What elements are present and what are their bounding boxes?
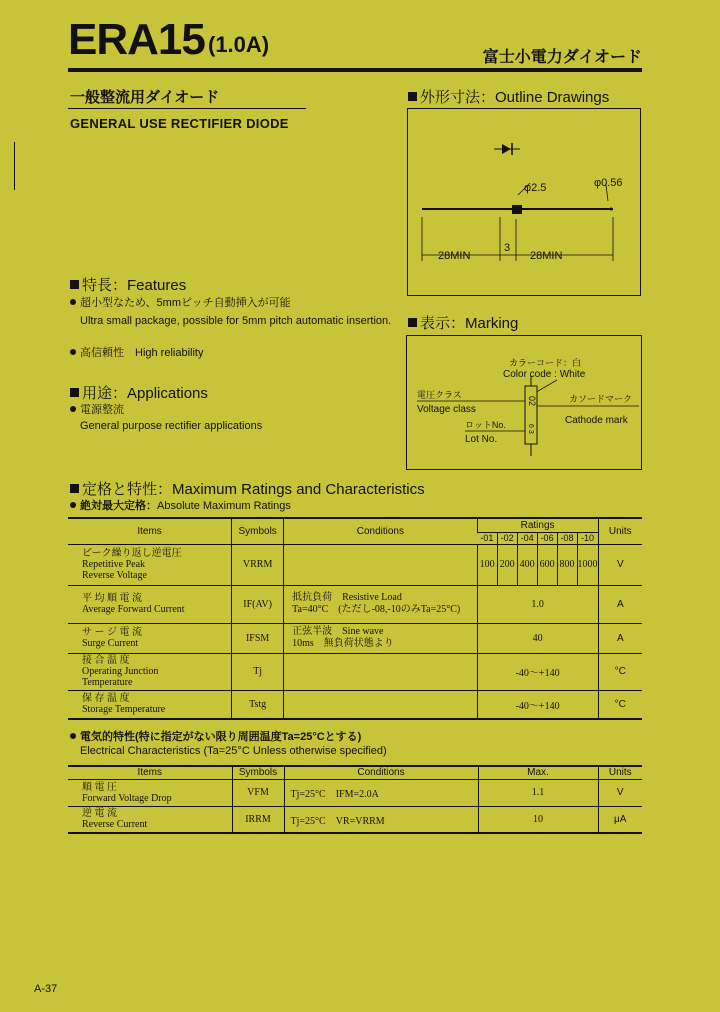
col-units: Units [598, 766, 642, 779]
condition-cell: Tj=25°C VR=VRRM [284, 806, 478, 833]
marking-drawing [407, 336, 641, 469]
symbol-cell: VRRM [232, 544, 284, 585]
ratings-heading [70, 478, 425, 499]
table-row [68, 585, 642, 623]
grade-04: -04 [517, 532, 537, 544]
item-cell [68, 690, 232, 719]
col-items: Items [68, 518, 232, 544]
bullet-icon [70, 502, 76, 508]
item-jp: 保 存 温 度 [82, 693, 130, 705]
value-cell: 100 [477, 544, 497, 585]
lead-diameter-label: φ0.56 [594, 177, 623, 189]
lot-number-jp: ロットNo. [465, 420, 506, 430]
max-ratings-table [68, 517, 642, 720]
en-subtitle: GENERAL USE RECTIFIER DIODE [70, 116, 289, 131]
item-en: Operating Junction [82, 666, 159, 677]
unit-cell: V [598, 544, 642, 585]
diode-body-drawing [422, 205, 613, 214]
grade-06: -06 [537, 532, 557, 544]
condition-cell [284, 544, 478, 585]
electrical-table [68, 765, 642, 834]
square-bullet-icon [408, 318, 417, 327]
feature-jp: 高信頼性 [80, 347, 124, 359]
marking-heading-jp: 表示： [420, 315, 466, 332]
voltage-class-en: Voltage class [417, 404, 476, 415]
symbol-cell: IFSM [232, 623, 284, 653]
feature-item [70, 346, 203, 361]
square-bullet-icon [70, 388, 79, 397]
lead-left-length-label: 28MIN [438, 250, 471, 262]
table-row [68, 806, 642, 833]
body-diameter-label: φ2.5 [524, 182, 547, 194]
color-code-en: Color code : White [503, 369, 586, 380]
condition-cell [284, 690, 478, 719]
condition-cell [284, 585, 478, 623]
value-cell: 40 [477, 623, 598, 653]
condition-line: Ta=40°C (ただし-08,-10のみTa=25°C) [292, 604, 461, 615]
condition-line: 抵抗負荷 Resistive Load [292, 592, 402, 603]
item-en: Average Forward Current [82, 604, 185, 615]
item-jp: 接 合 温 度 [82, 655, 130, 666]
bullet-icon [70, 733, 76, 739]
product-category: 富士小電力ダイオード [482, 49, 642, 66]
table-row [68, 623, 642, 653]
item-en: Reverse Voltage [82, 570, 147, 581]
item-cell [68, 653, 232, 690]
feature-en: High reliability [135, 347, 204, 359]
value-cell: 1000 [577, 544, 598, 585]
outline-heading-en: Outline Drawings [495, 89, 610, 106]
electrical-heading-en: Electrical Characteristics (Ta=25°C Unless otherwise specified) [80, 745, 387, 757]
applications-heading-jp: 用途： [82, 385, 128, 402]
feature-jp: 超小型なため、5mmピッチ自動挿入が可能 [80, 297, 291, 309]
table-row [68, 544, 642, 585]
ratings-heading-jp: 定格と特性： [82, 481, 173, 498]
cathode-mark-jp: カソードマーク [569, 394, 633, 404]
outline-heading [408, 86, 609, 107]
symbol-cell: VFM [232, 779, 284, 806]
unit-cell: A [598, 585, 642, 623]
bullet-icon [70, 406, 76, 412]
applications-heading [70, 382, 208, 403]
electrical-heading-jp-text: 電気的特性(特に指定がない限り周囲温度Ta=25°Cとする) [80, 731, 362, 743]
condition-cell [284, 623, 478, 653]
condition-cell: Tj=25°C IFM=2.0A [284, 779, 478, 806]
bullet-icon [70, 349, 76, 355]
col-conditions: Conditions [284, 766, 478, 779]
condition-line: 正弦半波 Sine wave [292, 626, 384, 637]
square-bullet-icon [408, 92, 417, 101]
application-en: General purpose rectifier applications [80, 420, 263, 432]
ratings-heading-en: Maximum Ratings and Characteristics [172, 481, 425, 498]
col-symbols: Symbols [232, 518, 284, 544]
diode-symbol-icon [494, 143, 520, 155]
model-number: ERA15 [68, 15, 205, 64]
item-cell [68, 544, 232, 585]
current-rating: (1.0A) [208, 32, 270, 57]
marking-heading-en: Marking [465, 315, 519, 332]
jp-subtitle: 一般整流用ダイオード [70, 89, 220, 106]
value-cell: 800 [557, 544, 577, 585]
absolute-ratings-en: Absolute Maximum Ratings [157, 500, 291, 512]
page-number: A-37 [34, 983, 58, 995]
col-max: Max. [478, 766, 598, 779]
item-jp: サ ー ジ 電 流 [82, 627, 142, 638]
features-heading-jp: 特長： [82, 277, 128, 294]
item-jp: ピーク繰り返し逆電圧 [82, 548, 182, 559]
item-cell [68, 806, 232, 833]
symbol-cell: Tj [232, 653, 284, 690]
item-en: Reverse Current [82, 819, 148, 831]
item-cell [68, 779, 232, 806]
value-cell: -40～+140 [477, 690, 598, 719]
color-code-jp: カラーコード：白 [509, 358, 582, 368]
application-item [70, 403, 124, 418]
max-cell: 1.1 [478, 779, 598, 806]
col-items: Items [68, 766, 232, 779]
grade-08: -08 [557, 532, 577, 544]
col-symbols: Symbols [232, 766, 284, 779]
voltage-code-mark: 02 [527, 396, 537, 407]
item-cell [68, 585, 232, 623]
grade-01: -01 [477, 532, 497, 544]
features-heading [70, 274, 186, 295]
condition-line: 10ms 無負荷状態より [292, 638, 394, 649]
outline-drawing [408, 109, 640, 295]
value-cell: 200 [497, 544, 517, 585]
symbol-cell: Tstg [232, 690, 284, 719]
max-cell: 10 [478, 806, 598, 833]
outline-heading-jp: 外形寸法： [420, 89, 496, 106]
value-cell: 600 [537, 544, 557, 585]
body-length-label: 3 [504, 242, 511, 254]
marking-drawing-box [406, 335, 642, 470]
absolute-ratings-subheading [70, 499, 291, 514]
table-row [68, 779, 642, 806]
table-row [68, 690, 642, 719]
item-en: Temperature [82, 677, 133, 688]
square-bullet-icon [70, 484, 79, 493]
item-en: Surge Current [82, 638, 139, 649]
symbol-cell: IF(AV) [232, 585, 284, 623]
unit-cell: μA [598, 806, 642, 833]
col-ratings: Ratings [477, 518, 598, 532]
header-rule [68, 68, 642, 72]
unit-cell: °C [598, 653, 642, 690]
unit-cell: °C [598, 690, 642, 719]
grade-10: -10 [577, 532, 598, 544]
applications-heading-en: Applications [127, 385, 208, 402]
voltage-class-jp: 電圧クラス [417, 390, 462, 400]
item-cell [68, 623, 232, 653]
item-jp: 逆 電 流 [82, 808, 117, 820]
lot-number-en: Lot No. [465, 434, 498, 445]
condition-cell [284, 653, 478, 690]
feature-en: Ultra small package, possible for 5mm pitch automatic insertion. [80, 315, 392, 327]
features-heading-en: Features [127, 277, 187, 294]
table-row [68, 653, 642, 690]
value-cell: 1.0 [477, 585, 598, 623]
cathode-mark-en: Cathode mark [565, 415, 628, 426]
item-en: Repetitive Peak [82, 559, 146, 570]
lot-code-mark: 6 3 [527, 424, 534, 434]
symbol-cell: IRRM [232, 806, 284, 833]
value-cell: -40～+140 [477, 653, 598, 690]
bullet-icon [70, 299, 76, 305]
grade-02: -02 [497, 532, 517, 544]
outline-drawing-box [407, 108, 641, 296]
margin-mark [14, 142, 15, 190]
electrical-heading-jp [70, 730, 361, 745]
item-en: Forward Voltage Drop [82, 792, 172, 804]
item-jp: 平 均 順 電 流 [82, 593, 142, 604]
application-jp: 電源整流 [80, 404, 124, 416]
marking-heading [408, 312, 518, 333]
col-units: Units [598, 518, 642, 544]
value-cell: 400 [517, 544, 537, 585]
square-bullet-icon [70, 280, 79, 289]
unit-cell: V [598, 779, 642, 806]
lead-right-length-label: 28MIN [530, 250, 563, 262]
item-en: Storage Temperature [82, 704, 166, 716]
col-conditions: Conditions [284, 518, 478, 544]
feature-item [70, 296, 291, 311]
item-jp: 順 電 圧 [82, 781, 117, 793]
unit-cell: A [598, 623, 642, 653]
subtitle-rule [68, 108, 306, 109]
absolute-ratings-jp: 絶対最大定格： [80, 500, 157, 512]
